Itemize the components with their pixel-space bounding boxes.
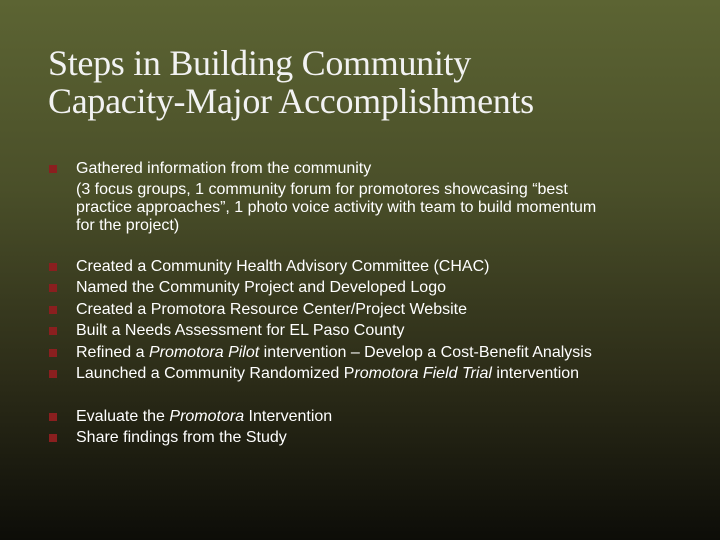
text-segment: Intervention: [244, 407, 333, 425]
bullet-item: [46, 158, 696, 180]
square-bullet-icon: [49, 434, 57, 442]
square-bullet-icon: [49, 349, 57, 357]
text-segment: Refined a: [76, 343, 149, 361]
square-bullet-icon: [49, 165, 57, 173]
bullet-text: [76, 344, 592, 361]
bullet-group-1: [46, 158, 696, 235]
detail-line: practice approaches”, 1 photo voice activity with team to build momentum: [76, 198, 597, 216]
text-segment: Evaluate the: [76, 407, 170, 425]
bullet-group-2: [46, 256, 696, 385]
italic-term: Promotora Pilot: [148, 343, 260, 361]
bullet-text: Created a Community Health Advisory Committee (CHAC): [76, 257, 490, 275]
bullet-item: [46, 256, 696, 278]
bullet-text: Gathered information from the community: [76, 160, 372, 177]
square-bullet-icon: [49, 413, 57, 421]
square-bullet-icon: [49, 284, 57, 292]
bullet-text: Created a Promotora Resource Center/Project Website: [76, 300, 467, 318]
italic-term: romotora Field Trial: [354, 365, 492, 382]
bullet-text: Named the Community Project and Developed Logo: [76, 279, 446, 296]
bullet-item: [46, 277, 696, 299]
text-segment: Launched a Community Randomized P: [76, 365, 355, 382]
square-bullet-icon: [49, 370, 57, 378]
text-segment: intervention: [491, 365, 580, 382]
title-line-2: Capacity-Major Accomplishments: [48, 81, 534, 121]
title-line-1: Steps in Building Community: [48, 43, 471, 83]
square-bullet-icon: [49, 263, 57, 271]
bullet-item: [46, 363, 696, 385]
bullet-item: [46, 427, 696, 449]
bullet-item: [46, 406, 696, 428]
bullet-item: [46, 320, 696, 342]
detail-line: (3 focus groups, 1 community forum for promotores showcasing “best: [76, 180, 568, 198]
bullet-list: [46, 158, 696, 470]
square-bullet-icon: [49, 327, 57, 335]
bullet-detail: [46, 181, 696, 235]
detail-line: for the project): [76, 216, 180, 234]
slide-title: [48, 44, 688, 120]
bullet-item: [46, 299, 696, 321]
bullet-text: [76, 365, 579, 382]
bullet-group-3: [46, 406, 696, 449]
bullet-text: [76, 408, 332, 425]
bullet-text: Share findings from the Study: [76, 429, 287, 446]
bullet-text: Built a Needs Assessment for EL Paso County: [76, 322, 405, 339]
bullet-item: [46, 342, 696, 364]
square-bullet-icon: [49, 306, 57, 314]
italic-term: Promotora: [169, 407, 245, 425]
text-segment: intervention – Develop a Cost-Benefit Analysis: [259, 343, 592, 361]
